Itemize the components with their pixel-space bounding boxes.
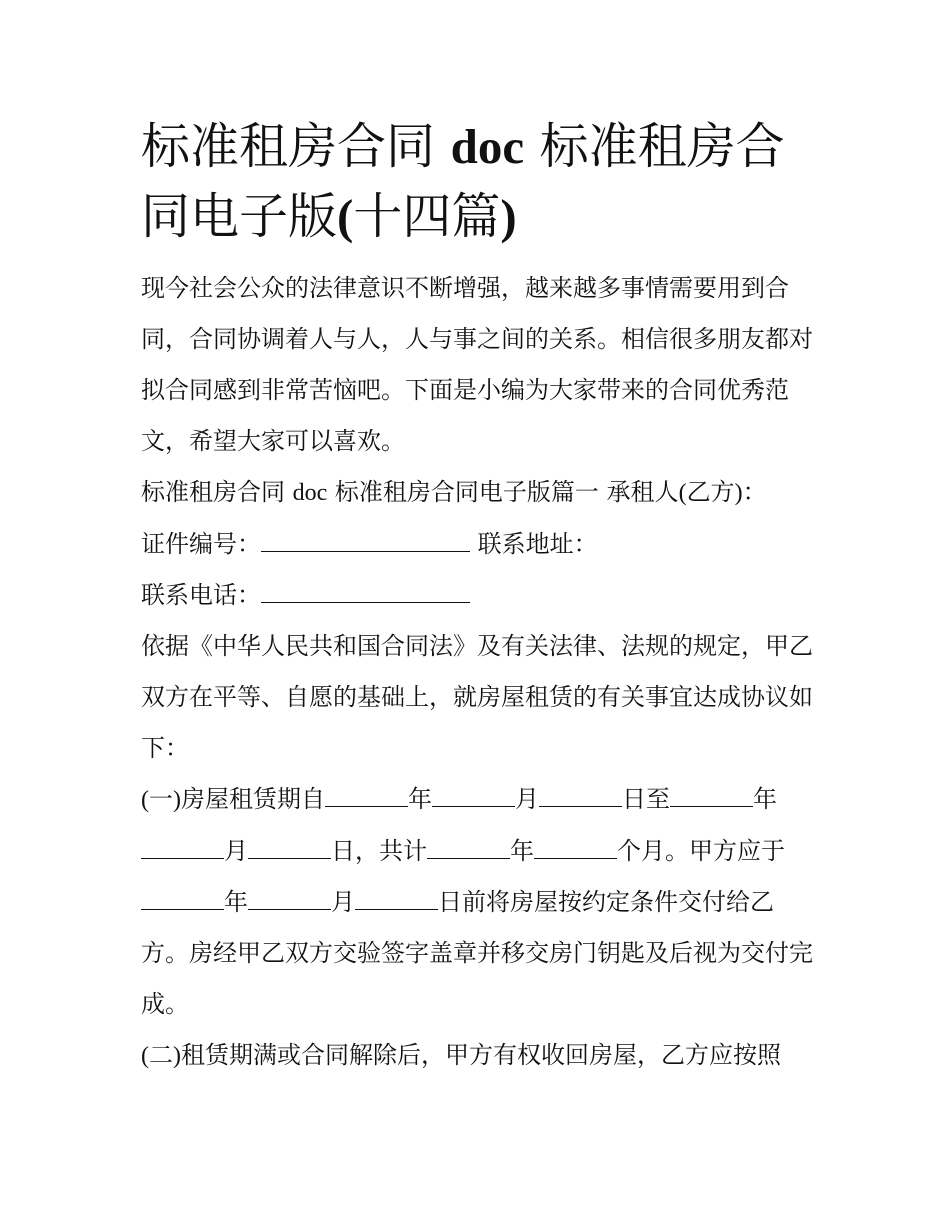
address-label: 联系地址： — [470, 530, 598, 558]
id-number-blank[interactable] — [261, 531, 470, 552]
title-part: 十四篇 — [353, 188, 501, 245]
section-heading-paren-close: ) — [734, 480, 743, 506]
clause-2 — [141, 1030, 813, 1082]
blank-start-day[interactable] — [539, 786, 622, 807]
phone-line — [141, 570, 813, 621]
title-paren-close: ) — [500, 189, 517, 244]
clause-paren-close: ) — [173, 1043, 181, 1069]
section-heading-doc-word: doc — [292, 480, 328, 506]
clause-text: 个月。甲方应于 — [617, 837, 785, 865]
clause-text: 房屋租赁期自 — [181, 785, 325, 813]
id-number-line — [141, 519, 813, 570]
clause-text: 月 — [331, 888, 355, 916]
blank-delivery-month[interactable] — [248, 889, 331, 910]
blank-end-year[interactable] — [670, 786, 753, 807]
section-heading-part: 标准租房合同电子版篇一 承租人 — [327, 478, 679, 506]
clause-text: 年 — [510, 837, 534, 865]
section-heading-part: 乙方 — [686, 478, 735, 506]
clause-text: 年 — [224, 888, 248, 916]
clause-1 — [141, 774, 813, 1030]
clause-text: 租赁期满或合同解除后，甲方有权收回房屋，乙方应按照 — [181, 1041, 781, 1069]
section-heading-part: 标准租房合同 — [141, 478, 293, 506]
phone-blank[interactable] — [261, 582, 470, 603]
id-number-label: 证件编号： — [141, 530, 261, 558]
document-title-block — [141, 112, 813, 252]
blank-delivery-year[interactable] — [141, 889, 224, 910]
blank-end-day[interactable] — [248, 838, 331, 859]
clause-paren-open: ( — [141, 1043, 149, 1069]
section-heading-part: ： — [742, 478, 767, 506]
clause-paren-close: ) — [173, 787, 181, 813]
clause-text: 日至 — [622, 785, 670, 813]
clause-text: 年 — [753, 785, 777, 813]
title-part: 标准租房合同 — [141, 118, 451, 175]
section-heading — [141, 467, 813, 519]
blank-start-month[interactable] — [432, 786, 515, 807]
document-title — [141, 112, 813, 252]
clause-text: 日，共计 — [331, 837, 427, 865]
title-doc-word: doc — [450, 119, 525, 174]
clause-text: 年 — [408, 785, 432, 813]
document-body — [141, 112, 813, 1082]
clause-number: 一 — [149, 785, 173, 813]
clause-number: 二 — [149, 1041, 173, 1069]
blank-start-year[interactable] — [325, 786, 408, 807]
blank-total-years[interactable] — [427, 838, 510, 859]
blank-delivery-day[interactable] — [355, 889, 438, 910]
title-paren-open: ( — [337, 189, 354, 244]
clause-text: 日前将房屋按约定条件交付给乙方。房经甲乙双方交验签字盖章并移交房门钥匙及后视为交付完成。 — [141, 888, 813, 1018]
clause-text: 月 — [224, 837, 248, 865]
basis-paragraph: 依据《中华人民共和国合同法》及有关法律、法规的规定，甲乙双方在平等、自愿的基础上，就房屋租赁的有关事宜达成协议如下： — [141, 632, 813, 762]
phone-label: 联系电话： — [141, 581, 261, 609]
blank-total-months[interactable] — [534, 838, 617, 859]
clause-paren-open: ( — [141, 787, 149, 813]
title-part: 标准租房合同电子版 — [141, 118, 785, 245]
section-heading-paren-open: ( — [678, 480, 687, 506]
intro-paragraph: 现今社会公众的法律意识不断增强，越来越多事情需要用到合同，合同协调着人与人，人与事之间的关系。相信很多朋友都对拟合同感到非常苦恼吧。下面是小编为大家带来的合同优秀范文，希望大家可以喜欢。 — [141, 274, 813, 455]
blank-end-month[interactable] — [141, 838, 224, 859]
clause-text: 月 — [515, 785, 539, 813]
